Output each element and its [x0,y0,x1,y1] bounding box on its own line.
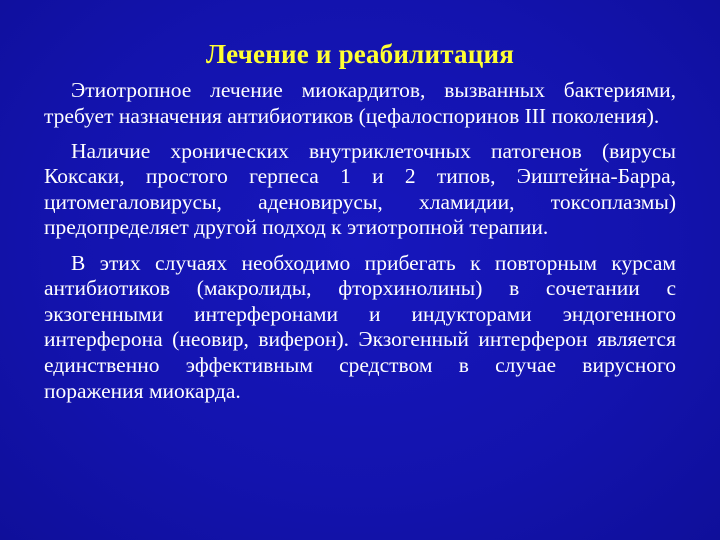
slide-title: Лечение и реабилитация [205,39,515,69]
paragraph-etiotropic-treatment: Этиотропное лечение миокардитов, вызванных бактериями, требует назначения антибиотиков (цефалоспоринов III поколения). [44,78,676,128]
paragraph-chronic-pathogens: Наличие хронических внутриклеточных патогенов (вирусы Коксаки, простого герпеса 1 и 2 типов, Эиштейна-Барра, цитомегаловирусы, аденовирусы, хламидии, токсоплазмы) предопределяет другой подход к этиотропной терапии. [44,138,676,240]
slide-body [44,78,676,414]
paragraph-repeated-courses: В этих случаях необходимо прибегать к повторным курсам антибиотиков (макролиды, фторхинолины) в сочетании с экзогенными интерферонами и индукторами эндогенного интерферона (неовир, виферон). Экзогенный интерферон является единственно эффективным средством в случае вирусного поражения миокарда. [44,250,676,403]
